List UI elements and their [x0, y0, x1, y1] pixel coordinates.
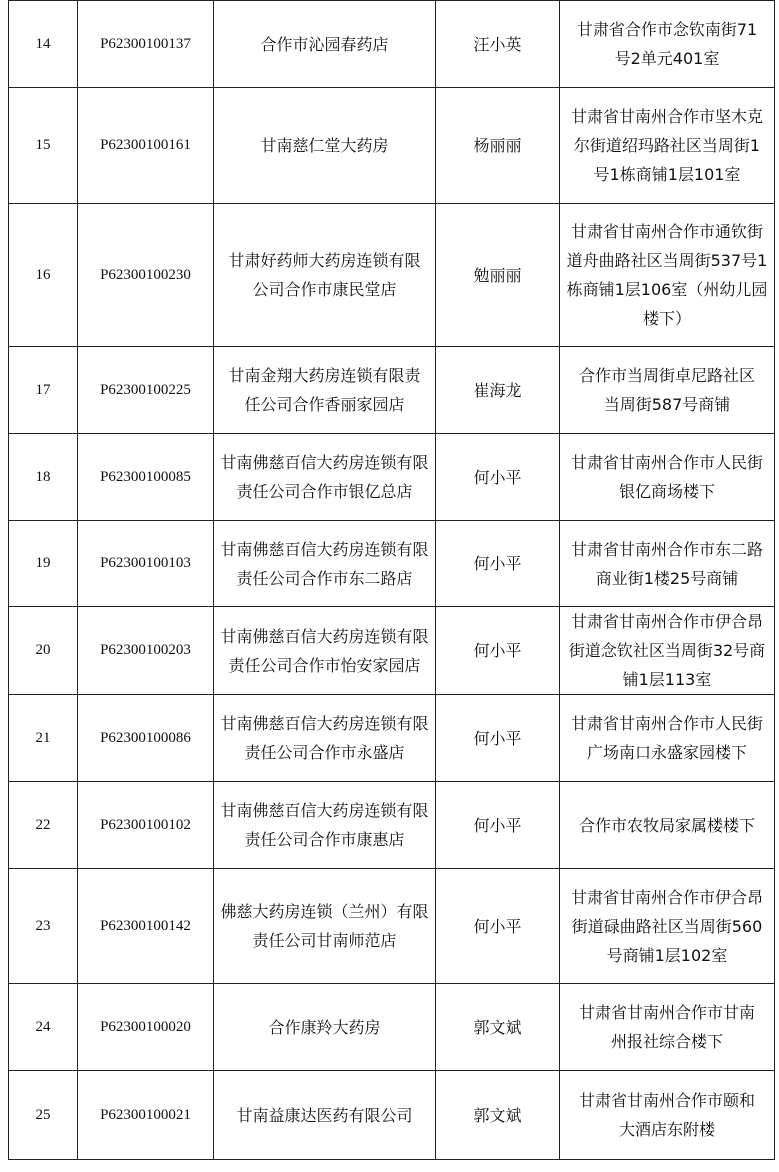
person-in-charge: 何小平	[436, 434, 560, 521]
person-in-charge: 汪小英	[436, 1, 560, 88]
table-row	[9, 1071, 775, 1160]
pharmacy-name: 合作康羚大药房	[214, 984, 436, 1071]
row-number: 22	[9, 782, 78, 869]
person-in-charge: 郭文斌	[436, 1071, 560, 1160]
row-number: 17	[9, 347, 78, 434]
address: 合作市当周街卓尼路社区当周街587号商铺	[560, 347, 775, 434]
license-code: P62300100137	[78, 1, 214, 88]
license-code: P62300100203	[78, 607, 214, 695]
row-number: 18	[9, 434, 78, 521]
address: 甘肃省甘南州合作市伊合昂街道碌曲路社区当周街560号商铺1层102室	[560, 869, 775, 984]
row-number: 25	[9, 1071, 78, 1160]
pharmacy-name: 甘南佛慈百信大药房连锁有限责任公司合作市康惠店	[214, 782, 436, 869]
person-in-charge: 何小平	[436, 782, 560, 869]
table-row	[9, 204, 775, 347]
license-code: P62300100102	[78, 782, 214, 869]
pharmacy-list-table	[8, 0, 775, 1160]
table-row	[9, 434, 775, 521]
license-code: P62300100142	[78, 869, 214, 984]
row-number: 20	[9, 607, 78, 695]
person-in-charge: 郭文斌	[436, 984, 560, 1071]
address: 甘肃省甘南州合作市颐和大酒店东附楼	[560, 1071, 775, 1160]
table-row	[9, 695, 775, 782]
row-number: 19	[9, 521, 78, 607]
table-row	[9, 782, 775, 869]
address: 甘肃省甘南州合作市东二路商业街1楼25号商铺	[560, 521, 775, 607]
license-code: P62300100161	[78, 88, 214, 204]
license-code: P62300100085	[78, 434, 214, 521]
person-in-charge: 杨丽丽	[436, 88, 560, 204]
person-in-charge: 何小平	[436, 607, 560, 695]
pharmacy-name: 合作市沁园春药店	[214, 1, 436, 88]
row-number: 14	[9, 1, 78, 88]
table-row	[9, 607, 775, 695]
address: 合作市农牧局家属楼楼下	[560, 782, 775, 869]
pharmacy-name: 甘南佛慈百信大药房连锁有限责任公司合作市怡安家园店	[214, 607, 436, 695]
address: 甘肃省合作市念钦南街71号2单元401室	[560, 1, 775, 88]
row-number: 16	[9, 204, 78, 347]
license-code: P62300100086	[78, 695, 214, 782]
person-in-charge: 何小平	[436, 695, 560, 782]
license-code: P62300100230	[78, 204, 214, 347]
license-code: P62300100103	[78, 521, 214, 607]
table-row	[9, 521, 775, 607]
row-number: 24	[9, 984, 78, 1071]
pharmacy-name: 甘南佛慈百信大药房连锁有限责任公司合作市银亿总店	[214, 434, 436, 521]
table-row	[9, 984, 775, 1071]
address: 甘肃省甘南州合作市甘南州报社综合楼下	[560, 984, 775, 1071]
table-row	[9, 347, 775, 434]
person-in-charge: 何小平	[436, 869, 560, 984]
license-code: P62300100020	[78, 984, 214, 1071]
pharmacy-name: 佛慈大药房连锁（兰州）有限责任公司甘南师范店	[214, 869, 436, 984]
pharmacy-name: 甘南金翔大药房连锁有限责任公司合作香丽家园店	[214, 347, 436, 434]
table-row	[9, 1, 775, 88]
row-number: 21	[9, 695, 78, 782]
pharmacy-name: 甘南佛慈百信大药房连锁有限责任公司合作市永盛店	[214, 695, 436, 782]
row-number: 15	[9, 88, 78, 204]
table-body	[9, 1, 775, 1160]
address: 甘肃省甘南州合作市坚木克尔街道绍玛路社区当周街1号1栋商铺1层101室	[560, 88, 775, 204]
person-in-charge: 何小平	[436, 521, 560, 607]
pharmacy-name: 甘肃好药师大药房连锁有限公司合作市康民堂店	[214, 204, 436, 347]
address: 甘肃省甘南州合作市人民街银亿商场楼下	[560, 434, 775, 521]
address: 甘肃省甘南州合作市通钦街道舟曲路社区当周街537号1栋商铺1层106室（州幼儿园楼下）	[560, 204, 775, 347]
pharmacy-name: 甘南佛慈百信大药房连锁有限责任公司合作市东二路店	[214, 521, 436, 607]
pharmacy-name: 甘南益康达医药有限公司	[214, 1071, 436, 1160]
pharmacy-name: 甘南慈仁堂大药房	[214, 88, 436, 204]
row-number: 23	[9, 869, 78, 984]
license-code: P62300100225	[78, 347, 214, 434]
address: 甘肃省甘南州合作市人民街广场南口永盛家园楼下	[560, 695, 775, 782]
license-code: P62300100021	[78, 1071, 214, 1160]
table-row	[9, 88, 775, 204]
address: 甘肃省甘南州合作市伊合昂街道念钦社区当周街32号商铺1层113室	[560, 607, 775, 695]
table-row	[9, 869, 775, 984]
person-in-charge: 崔海龙	[436, 347, 560, 434]
person-in-charge: 勉丽丽	[436, 204, 560, 347]
